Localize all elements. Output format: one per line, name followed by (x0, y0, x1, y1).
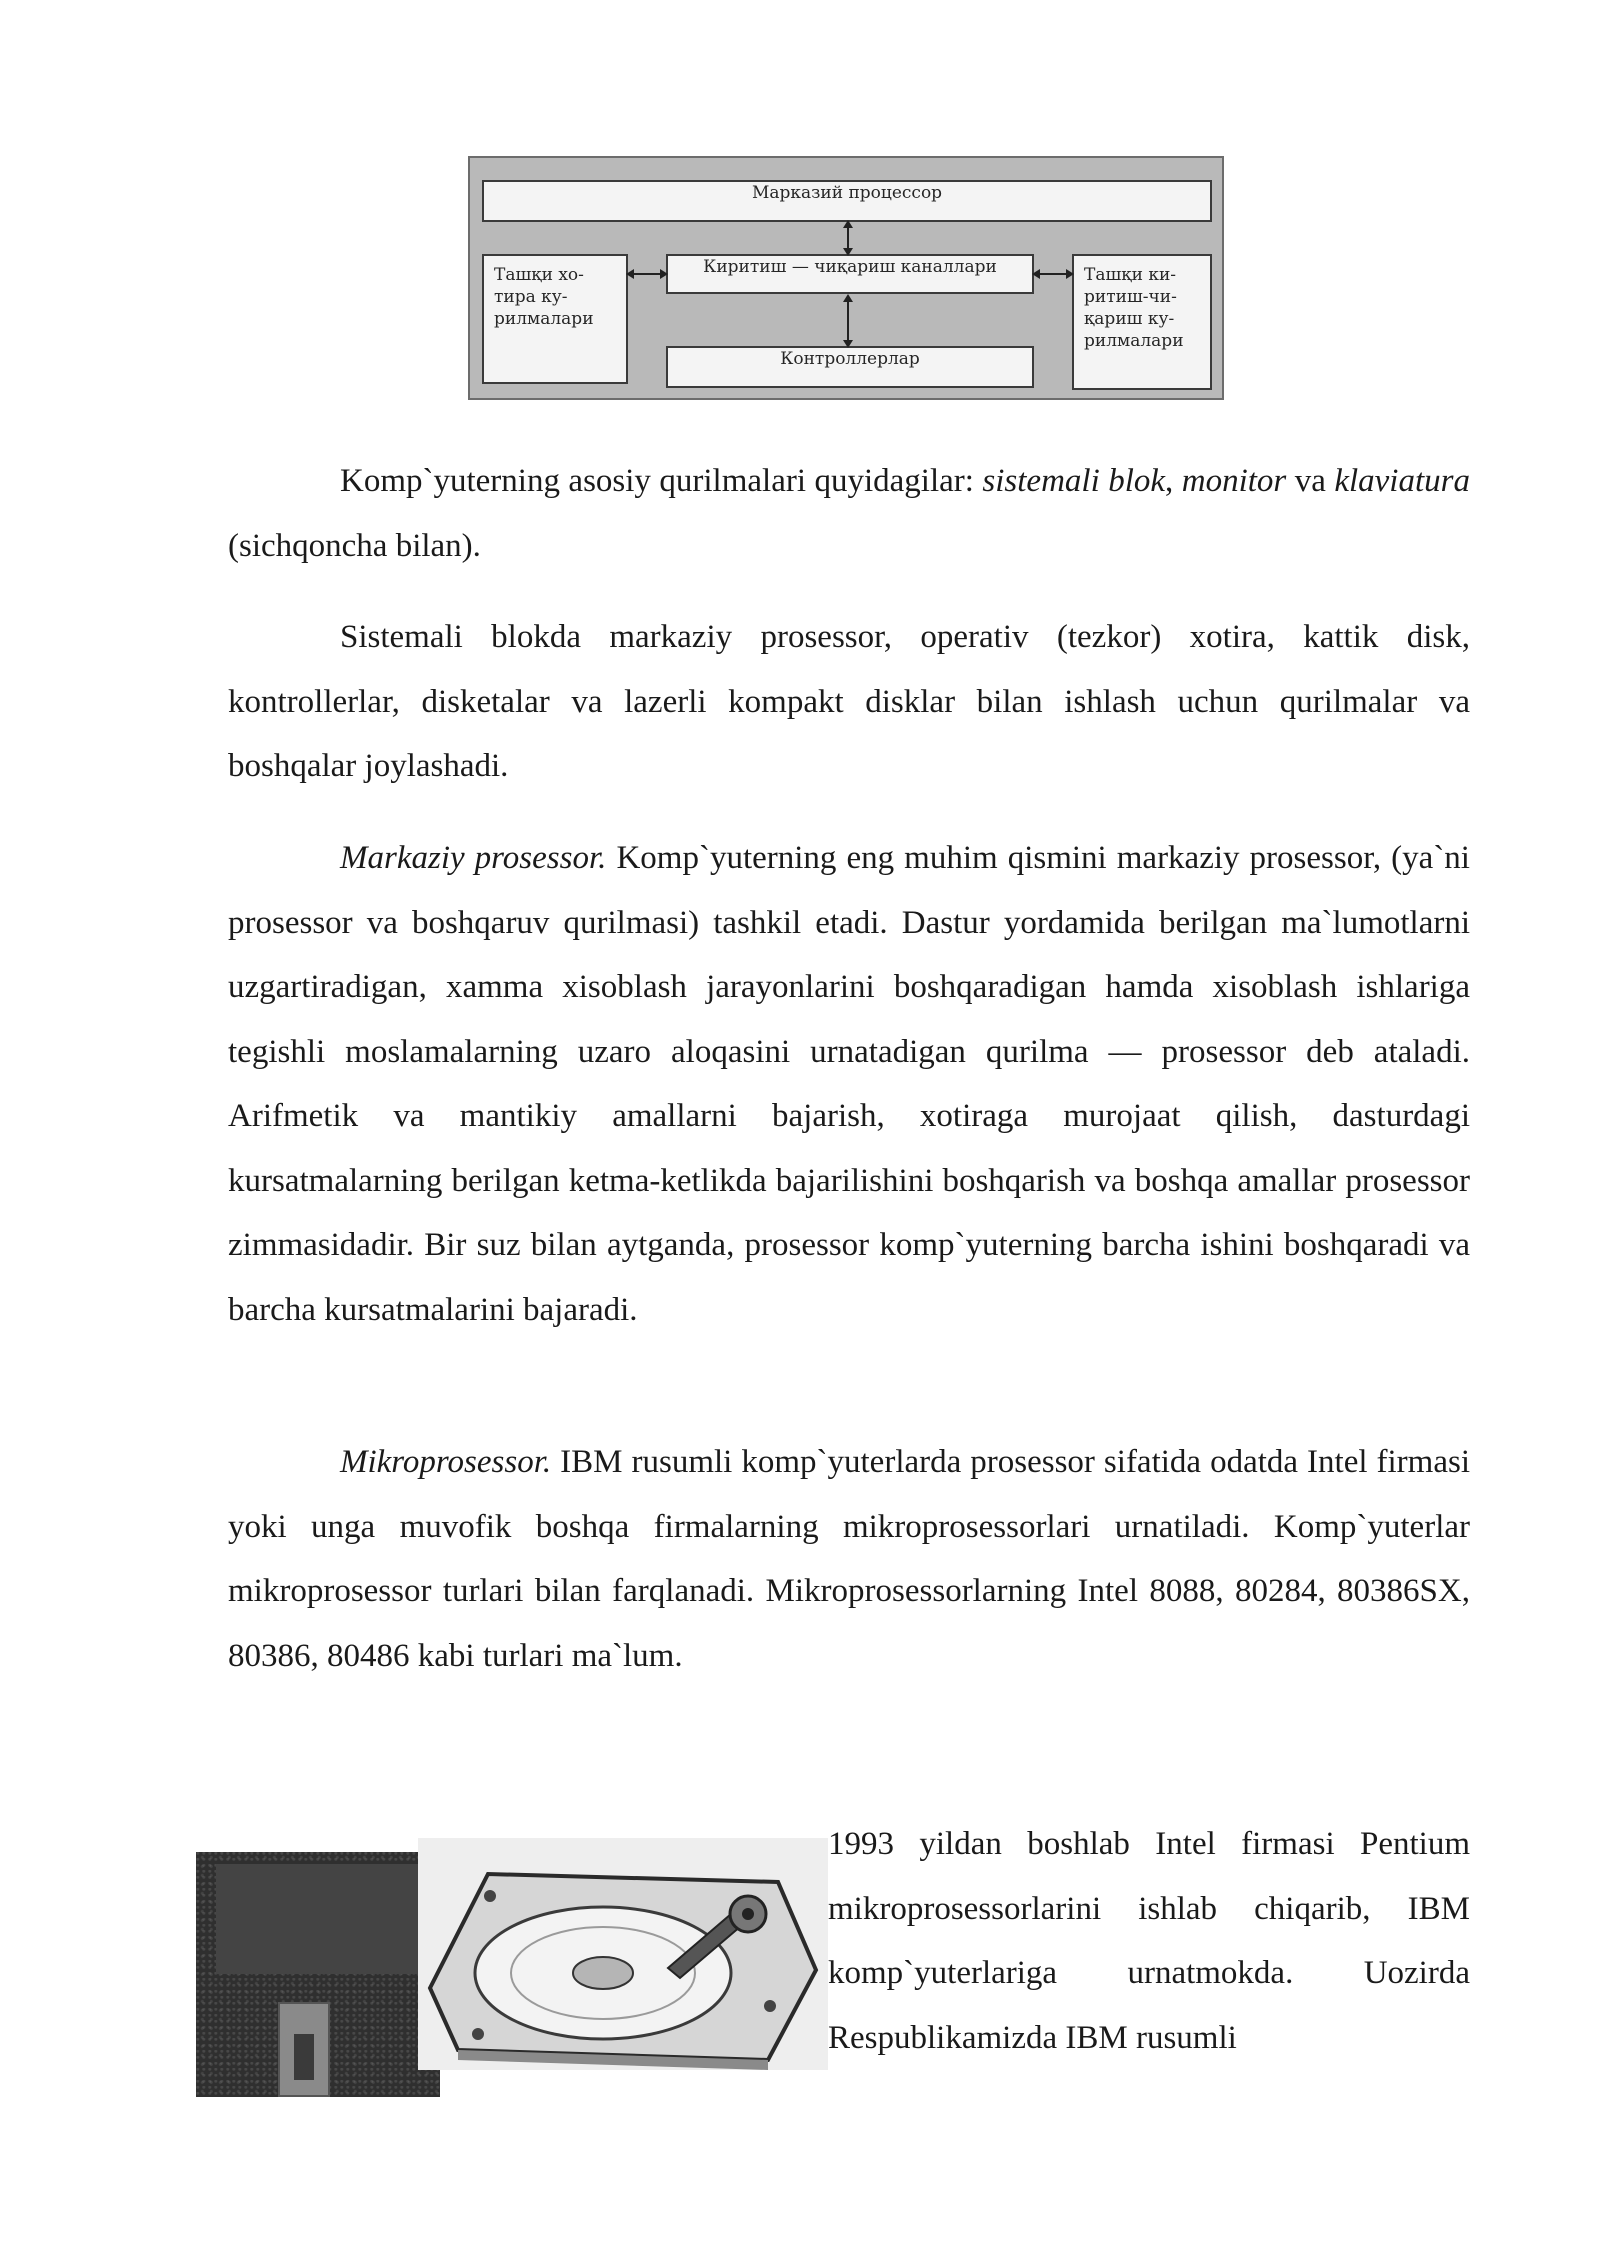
paragraph-text: va (1286, 463, 1335, 499)
diagram-box-controllers (666, 346, 1034, 388)
paragraph-pentium (828, 1812, 1470, 2070)
floppy-disk-image (196, 1852, 440, 2097)
diagram-label-controllers: Контроллерлар (780, 349, 920, 369)
diagram-label-io-channels: Киритиш — чиқариш каналлари (703, 257, 997, 277)
paragraph-system-unit (228, 605, 1470, 799)
floppy-shutter-window (294, 2034, 314, 2080)
paragraph-main-devices (228, 449, 1470, 578)
floppy-shutter (278, 2002, 330, 2097)
diagram-label-external-memory-line: тира ку- (494, 287, 568, 307)
diagram-box-central-processor (482, 180, 1212, 222)
emphasis-system-unit: sistemali blok (982, 463, 1166, 499)
diagram-box-external-memory (482, 254, 628, 384)
diagram-label-external-io-line: рилмалари (1084, 331, 1184, 351)
paragraph-text: Komp`yuterning asosiy qurilmalari quyidagilar: (340, 463, 983, 499)
paragraph-heading-microprocessor: Mikroprosessor. (340, 1444, 552, 1480)
diagram-label-central-processor: Марказий процессор (751, 183, 943, 203)
emphasis-monitor: monitor (1181, 463, 1287, 499)
paragraph-text: Sistemali blokda markaziy prosessor, operativ (tezkor) xotira, kattik disk, kontrollerlar, disketalar va lazerli kompakt disklar bilan ishlash uchun qurilmalar va boshqalar joylashadi. (228, 619, 1470, 784)
paragraph-text: IBM rusumli komp`yuterlarda prosessor sifatida odatda Intel firmasi yoki unga muvofik boshqa firmalarning mikroprosessorlari urnatiladi. Komp`yuterlar mikroprosessor turlari bilan farqlanadi. Mikroprosessorlarning Intel 8088, 80284, 80386SX, 80386, 80486 kabi turlari ma`lum. (228, 1444, 1470, 1674)
diagram-label-external-memory-line: рилмалари (494, 309, 594, 329)
paragraph-text: (sichqoncha bilan). (228, 527, 481, 564)
diagram-label-external-io-line: ритиш-чи- (1084, 287, 1177, 307)
diagram-arrow-io-external (1032, 264, 1074, 284)
diagram-arrow-cpu-io (838, 220, 858, 256)
paragraph-heading-central-processor: Markaziy prosessor. (340, 840, 607, 876)
diagram-arrow-io-controllers (838, 294, 858, 348)
diagram-arrow-memory-io (626, 264, 668, 284)
floppy-label-area (216, 1864, 420, 1974)
diagram-box-external-io-devices (1072, 254, 1212, 390)
diagram-label-external-io-line: қариш ку- (1084, 309, 1175, 329)
paragraph-central-processor (228, 826, 1470, 1342)
diagram-label-external-io-line: Ташқи ки- (1084, 265, 1177, 285)
emphasis-keyboard: klaviatura (1334, 463, 1470, 499)
diagram-label-external-memory-line: Ташқи хо- (494, 265, 584, 285)
hard-disk-drive-image (418, 1838, 828, 2070)
paragraph-microprocessor (228, 1430, 1470, 1688)
paragraph-text: , (1165, 463, 1182, 499)
computer-structure-diagram (468, 156, 1224, 400)
paragraph-text: 1993 yildan boshlab Intel firmasi Pentium mikroprosessorlarini ishlab chiqarib, IBM komp`yuterlariga urnatmokda. Uozirda Respublikamizda IBM rusumli (828, 1826, 1470, 2056)
paragraph-text: Komp`yuterning eng muhim qismini markaziy prosessor, (ya`ni prosessor va boshqaruv qurilmasi) tashkil etadi. Dastur yordamida berilgan ma`lumotlarni uzgartiradigan, xamma xisoblash jarayonlarini boshqaradigan hamda xisoblash ishlariga tegishli moslamalarning uzaro aloqasini urnatadigan qurilma — prosessor deb ataladi. Arifmetik va mantikiy amallarni bajarish, xotiraga murojaat qilish, dasturdagi kursatmalarning berilgan ketma-ketlikda bajarilishini boshqarish va boshqa amallar prosessor zimmasidadir. Bir suz bilan aytganda, prosessor komp`yuterning barcha ishini boshqaradi va barcha kursatmalarini bajaradi. (228, 840, 1470, 1328)
diagram-box-io-channels (666, 254, 1034, 294)
